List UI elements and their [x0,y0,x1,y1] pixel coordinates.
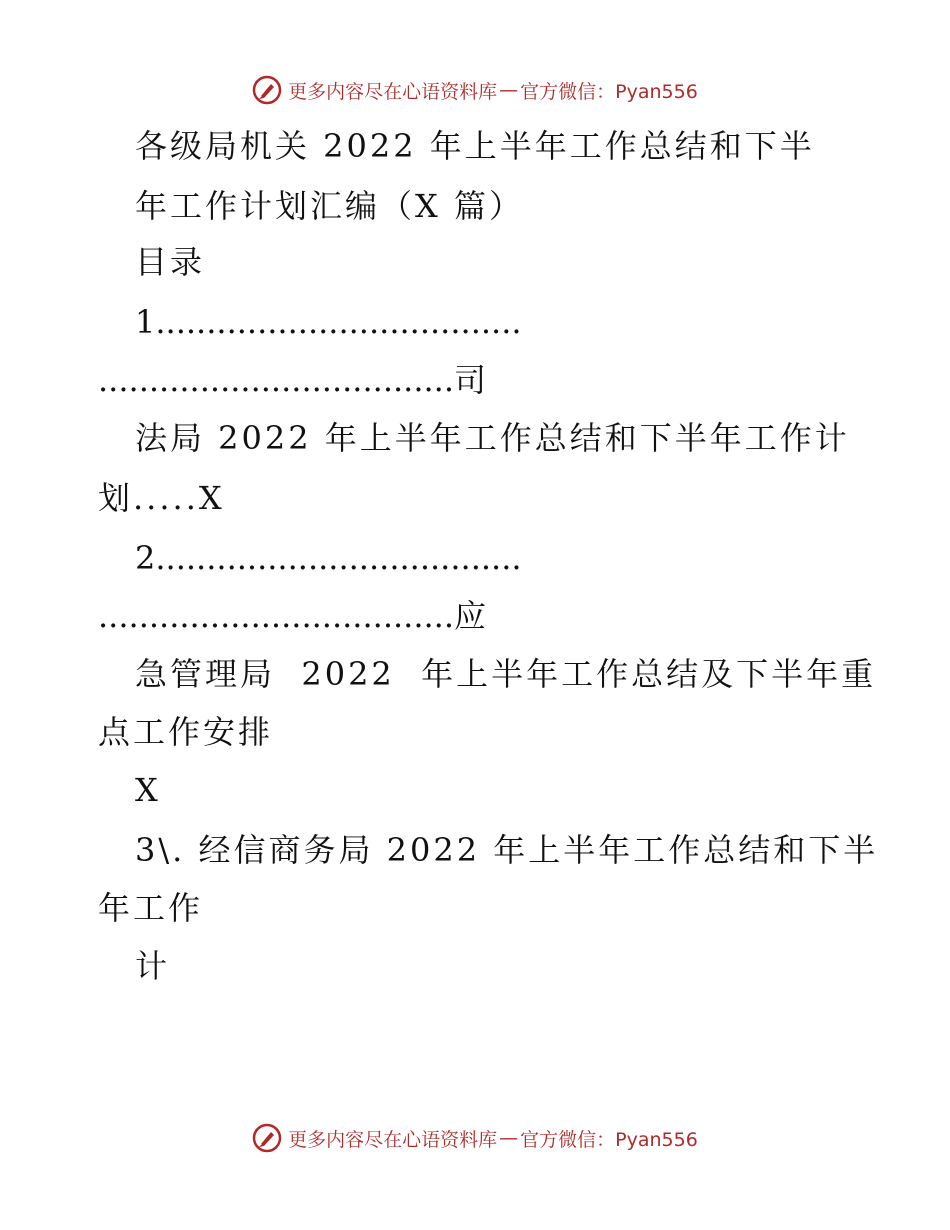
watermark-text: 更多内容尽在心语资料库 [288,80,498,103]
pen-nib-logo-icon [252,75,282,105]
document-title-line-1: 各级局机关 2022 年上半年工作总结和下半 [135,127,815,165]
toc-entry-2-page: X [135,771,161,809]
toc-entry-2-title-line-1: 急管理局 2022 年上半年工作总结及下半年重 [135,655,877,693]
toc-entry-1-leader: ................................... [165,303,522,341]
toc-entry-1-title-line-1: 法局 2022 年上半年工作总结和下半年工作计 [135,419,850,457]
toc-entry-1-second-line [98,360,489,400]
watermark-contact: 官方微信：Pyan556 [520,1128,698,1151]
footer-watermark [0,1118,950,1158]
toc-entry-2-leader-end: 应 [454,597,490,635]
watermark-contact: 官方微信：Pyan556 [520,80,698,103]
toc-entry-1-leader-end: 司 [454,361,490,399]
toc-entry-3-title-line-3: 计 [135,947,171,985]
toc-entry-2-leader-2: ................................... [98,597,455,635]
watermark-separator: — [499,79,519,101]
toc-entry-2-second-line [98,596,489,636]
watermark-separator: — [499,1127,519,1149]
toc-entry-1-number: 1. [135,303,166,341]
toc-entry-3-title-line-2: 年工作 [98,889,204,927]
toc-entry-1-title-line-2: 划.....X [98,479,225,517]
header-watermark [0,70,950,110]
toc-entry-1-leader-2: ................................... [98,361,455,399]
toc-entry-3-title: 经信商务局 2022 年上半年工作总结和下半 [198,831,879,869]
toc-entry-3-title-line-1 [135,830,878,870]
toc-entry-2-first-line [135,538,522,578]
toc-entry-2-leader: ................................... [165,539,522,577]
pen-nib-logo-icon [252,1123,282,1153]
toc-entry-3-number: 3\. [135,831,186,869]
toc-entry-2-title-line-2: 点工作安排 [98,713,274,751]
toc-entry-2-number: 2. [135,539,166,577]
toc-entry-1-first-line [135,302,522,342]
document-title-line-2: 年工作计划汇编（X 篇） [135,187,524,225]
toc-heading: 目录 [135,243,206,281]
watermark-text: 更多内容尽在心语资料库 [288,1128,498,1151]
